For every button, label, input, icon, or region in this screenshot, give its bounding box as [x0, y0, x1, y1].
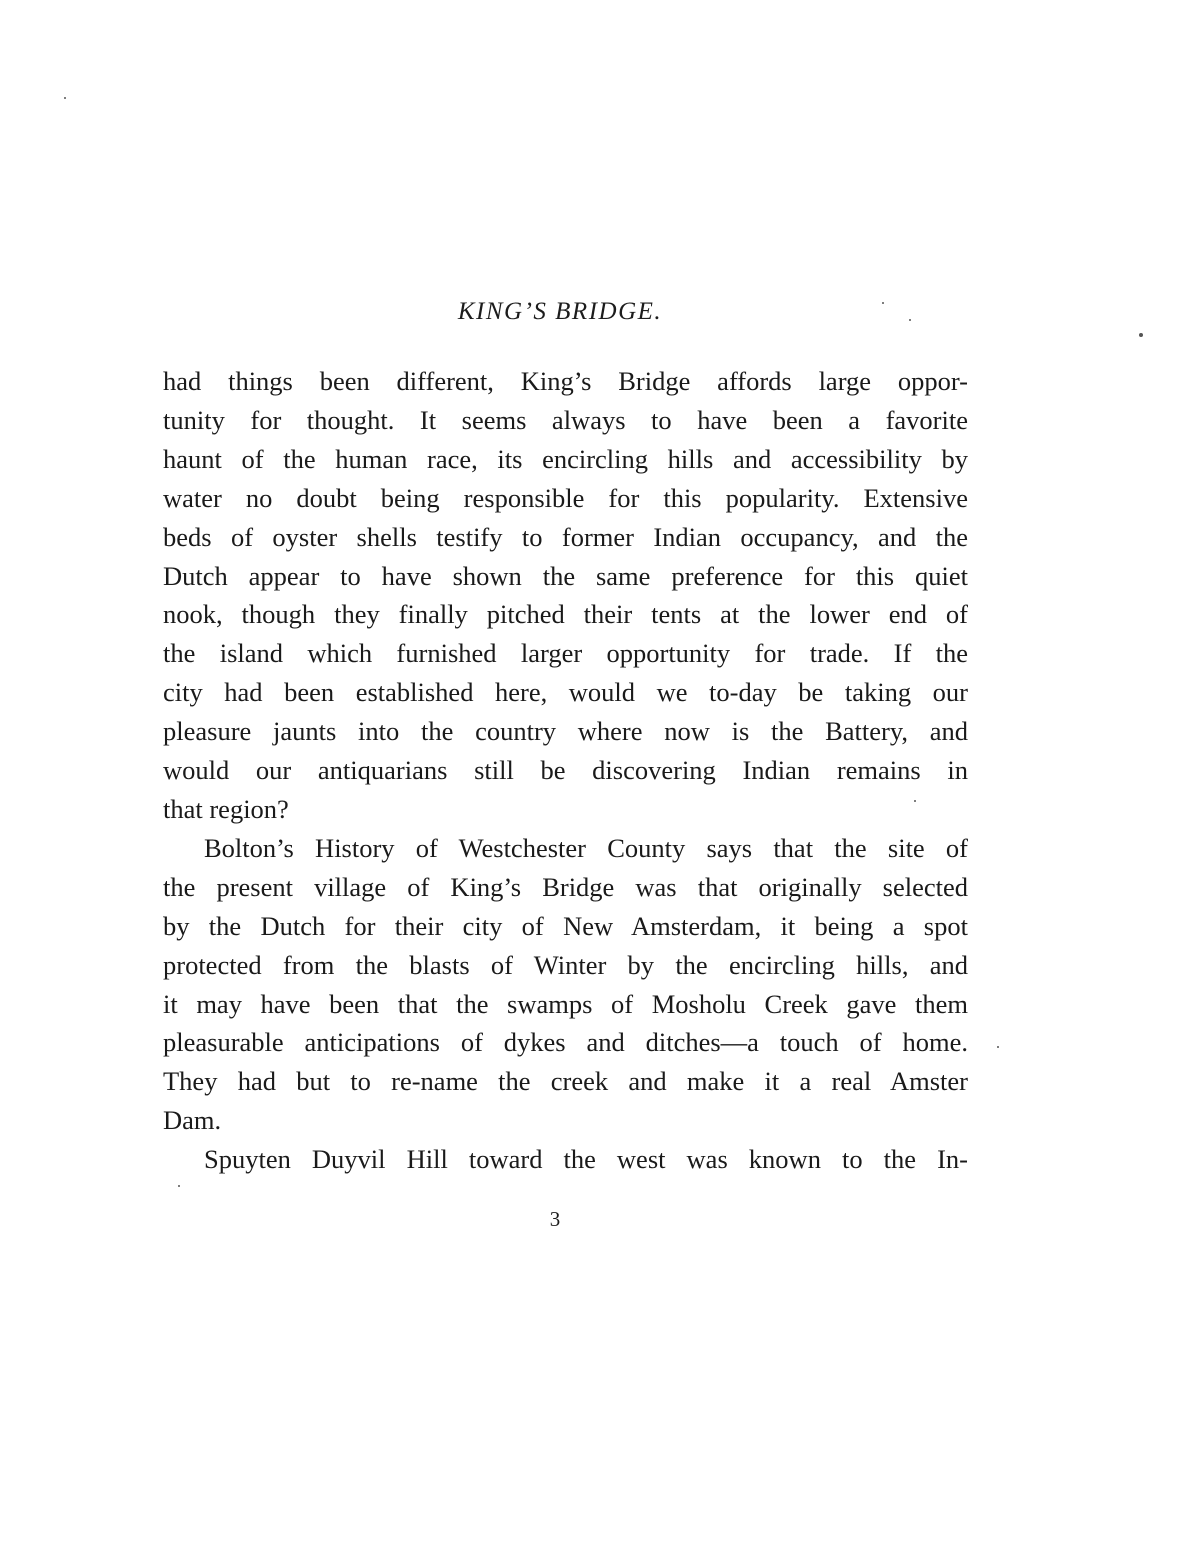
- body-text: [163, 362, 968, 1179]
- speck: [178, 1185, 180, 1187]
- page-number: 3: [549, 1207, 561, 1231]
- text-line: tunity for thought. It seems always to have been a favorite: [163, 404, 968, 435]
- text-line: had things been different, King’s Bridge affords large oppor-: [163, 366, 968, 396]
- text-line: water no doubt being responsible for this popularity. Extensive: [163, 482, 968, 513]
- text-line: would our antiquarians still be discovering Indian remains in: [163, 755, 968, 786]
- paragraph-3: [163, 1140, 968, 1179]
- speck: [882, 302, 884, 304]
- text-line: nook, though they finally pitched their tents at the lower end of: [163, 599, 968, 630]
- text-line: that region?: [163, 793, 289, 824]
- speck: [997, 1046, 999, 1048]
- text-line: city had been established here, would we to-day be taking our: [163, 677, 968, 708]
- text-line: protected from the blasts of Winter by the encircling hills, and: [163, 949, 968, 980]
- text-line: Dutch appear to have shown the same preference for this quiet: [163, 560, 968, 591]
- text-line: by the Dutch for their city of New Amsterdam, it being a spot: [163, 910, 968, 941]
- text-line: pleasure jaunts into the country where now is the Battery, and: [163, 716, 968, 747]
- text-line: They had but to re-name the creek and make it a real Amster: [163, 1066, 968, 1097]
- text-line: Dam.: [163, 1105, 222, 1136]
- text-line: the island which furnished larger opportunity for trade. If the: [163, 638, 968, 669]
- paragraph-2: [163, 829, 968, 1140]
- running-head: KING’S BRIDGE.: [457, 298, 663, 325]
- text-line: Bolton’s History of Westchester County says that the site of: [204, 832, 968, 863]
- text-line: Spuyten Duyvil Hill toward the west was known to the In-: [204, 1144, 968, 1175]
- text-line: beds of oyster shells testify to former Indian occupancy, and the: [163, 521, 968, 552]
- speck: [909, 319, 911, 321]
- text-line: haunt of the human race, its encircling hills and accessibility by: [163, 443, 968, 474]
- speck: [1139, 333, 1143, 337]
- paragraph-1: [163, 362, 968, 829]
- speck: [914, 800, 916, 802]
- text-line: it may have been that the swamps of Mosholu Creek gave them: [163, 988, 968, 1019]
- text-line: pleasurable anticipations of dykes and ditches—a touch of home.: [163, 1027, 968, 1058]
- speck: [64, 97, 66, 99]
- text-line: the present village of King’s Bridge was that originally selected: [163, 871, 968, 902]
